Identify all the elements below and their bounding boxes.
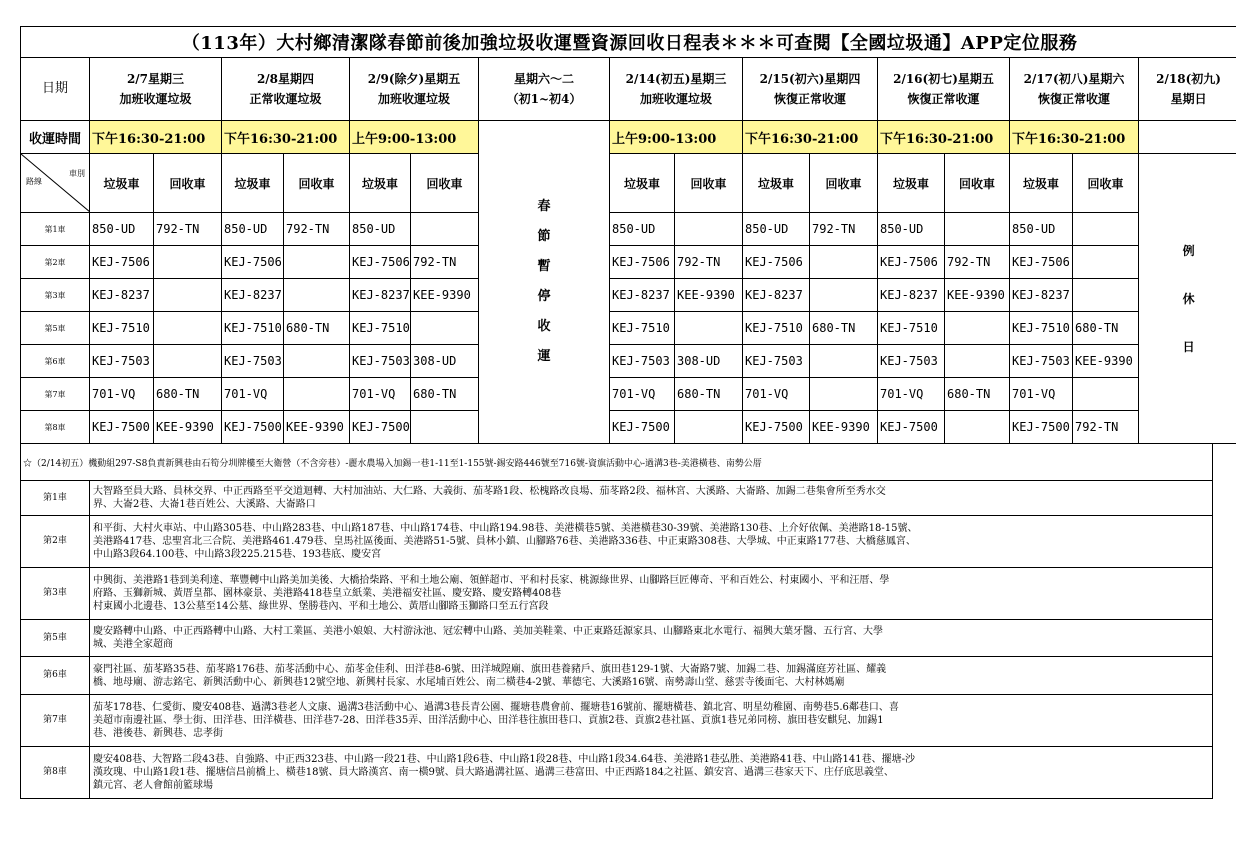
collection-time: 下午16:30-21:00	[90, 121, 222, 154]
recycle-plate	[810, 378, 878, 411]
recycle-plate: 792-TN	[154, 213, 222, 246]
garbage-plate: 850-UD	[90, 213, 154, 246]
route-detail-row	[21, 620, 1213, 657]
recycle-plate	[154, 312, 222, 345]
route-detail-row	[21, 481, 1213, 516]
route-detail-line: 慶安路轉中山路、中正西路轉中山路、大村工業區、美港小娘娘、大村游泳池、冠宏轉中山路、美加美鞋業、中正東路廷源家具、山腳路東北水電行、福興大葉牙醫、五行宮、大學	[93, 626, 883, 637]
garbage-plate: KEJ-7506	[350, 246, 411, 279]
route-row	[21, 213, 1236, 246]
recycle-plate: KEE-9390	[411, 279, 479, 312]
recycle-plate	[1073, 378, 1139, 411]
route-row	[21, 312, 1236, 345]
route-detail-line: 橋、地母廟、游志銘宅、新興活動中心、新興巷12號空地、新興村長家、水尾埔百姓公、南二橫巷4-2號、華德宅、大溪路16號、南勢壽山堂、慈雲寺後面宅、大村林媽廟	[93, 676, 845, 688]
recycle-plate: KEE-9390	[945, 279, 1010, 312]
time-label: 收運時間	[21, 121, 90, 154]
route-detail-line: 鎮元宮、老人會館前籃球場	[93, 780, 213, 791]
garbage-plate: KEJ-8237	[350, 279, 411, 312]
recycle-plate	[945, 312, 1010, 345]
date-text: 2/7星期三	[126, 72, 185, 86]
garbage-plate: KEJ-7503	[350, 345, 411, 378]
recycle-plate	[284, 345, 350, 378]
collection-time: 下午16:30-21:00	[1010, 121, 1139, 154]
recycle-plate: 308-UD	[411, 345, 479, 378]
route-detail-line: 城、美港全家超商	[93, 639, 173, 650]
garbage-plate: KEJ-7500	[878, 411, 945, 444]
recycle-plate: 792-TN	[945, 246, 1010, 279]
route-label: 第2車	[21, 246, 90, 279]
recycle-plate	[411, 213, 479, 246]
recycle-plate: 680-TN	[154, 378, 222, 411]
pause-char: 收	[537, 319, 551, 334]
recycle-truck-label: 回收車	[411, 154, 479, 213]
recycle-plate	[411, 312, 479, 345]
garbage-plate: KEJ-8237	[878, 279, 945, 312]
route-label: 第7車	[21, 378, 90, 411]
route-row	[21, 378, 1236, 411]
garbage-truck-label: 垃圾車	[878, 154, 945, 213]
schedule-type: 恢復正常收運	[907, 92, 980, 106]
date-column-header	[479, 58, 610, 121]
date-column-header	[1010, 58, 1139, 121]
garbage-plate: 701-VQ	[743, 378, 810, 411]
recycle-plate: 792-TN	[675, 246, 743, 279]
recycle-plate	[154, 279, 222, 312]
route-detail-text	[90, 620, 1213, 657]
recycle-plate: KEE-9390	[1073, 345, 1139, 378]
route-label: 第3車	[21, 279, 90, 312]
route-detail-label: 第5車	[21, 620, 90, 657]
date-header-row	[21, 58, 1236, 121]
recycle-plate	[1073, 279, 1139, 312]
garbage-plate: KEJ-7510	[1010, 312, 1073, 345]
garbage-plate: KEJ-7506	[1010, 246, 1073, 279]
recycle-plate: 680-TN	[945, 378, 1010, 411]
special-note: ☆（2/14初五）機動組297-S8負責新興巷由石筍分圳牌樓至大衛營（不含旁巷）-麗水農場入加錫一巷1-11至1-155號-錫安路446號至716號-資旗活動中心-過溝3巷-美港橫巷、南勢公厝	[21, 444, 1213, 481]
recycle-truck-label: 回收車	[675, 154, 743, 213]
recycle-plate: KEE-9390	[284, 411, 350, 444]
note-row	[21, 444, 1213, 481]
recycle-plate	[675, 411, 743, 444]
garbage-truck-label: 垃圾車	[1010, 154, 1073, 213]
pause-char: 運	[537, 349, 551, 364]
garbage-plate: 701-VQ	[90, 378, 154, 411]
garbage-plate: KEJ-7510	[350, 312, 411, 345]
garbage-plate: KEJ-7503	[878, 345, 945, 378]
route-detail-line: 慶安408巷、大智路二段43巷、自強路、中正西323巷、中山路一段21巷、中山路1段6巷、中山路1段28巷、中山路1段34.64巷、美港路1巷弘胜、美港路41巷、中山路141巷、擺塘-沙	[93, 754, 915, 765]
route-detail-label: 第2車	[21, 516, 90, 568]
route-detail-line: 府路、玉獅新城、黃厝皇都、園林豪景、美港路418巷皇立紙業、美港福安社區、慶安路、慶安路轉408巷	[93, 588, 562, 599]
garbage-plate: KEJ-7510	[222, 312, 284, 345]
recycle-plate: 680-TN	[810, 312, 878, 345]
recycle-plate	[154, 345, 222, 378]
recycle-plate: 792-TN	[411, 246, 479, 279]
garbage-plate: 701-VQ	[610, 378, 675, 411]
truck-type-row	[21, 154, 1236, 213]
recycle-plate	[411, 411, 479, 444]
route-detail-line: 美港路417巷、忠聖宮北三合院、美港路461.479巷、皇馬社區後面、美港路51-5號、員林小鎮、山腳路76巷、美港路336巷、中正東路308巷、大學城、中正東路177巷、大橋慈鳳宮、	[93, 536, 916, 547]
route-detail-text	[90, 747, 1213, 799]
collection-time-row	[21, 121, 1236, 154]
route-detail-label: 第3車	[21, 568, 90, 620]
route-detail-line: 中山路3段64.100巷、中山路3段225.215巷、193巷底、慶安宮	[93, 549, 382, 560]
route-detail-label: 第7車	[21, 695, 90, 747]
rest-char: 休	[1182, 291, 1195, 306]
date-column-header	[90, 58, 222, 121]
holiday-pause-cell	[479, 121, 610, 444]
route-detail-label: 第8車	[21, 747, 90, 799]
garbage-plate: KEJ-7510	[90, 312, 154, 345]
route-detail-line: 豪門社區、茄苳路35巷、茄苳路176巷、茄苳活動中心、茄苳金佳利、田洋巷8-6號、田洋城隍廟、旗田巷養豬戶、旗田巷129-1號、大崙路7號、加錫二巷、加錫滿庭芳社區、耀義	[93, 663, 887, 675]
rest-char: 日	[1182, 339, 1195, 354]
collection-time: 下午16:30-21:00	[222, 121, 350, 154]
recycle-plate	[675, 312, 743, 345]
date-text: 2/17(初八)星期六	[1023, 72, 1125, 86]
rest-day-cell	[1139, 154, 1236, 444]
garbage-plate: KEJ-7503	[222, 345, 284, 378]
recycle-truck-label: 回收車	[154, 154, 222, 213]
recycle-plate: 308-UD	[675, 345, 743, 378]
collection-time: 下午16:30-21:00	[743, 121, 878, 154]
garbage-plate: 850-UD	[743, 213, 810, 246]
garbage-plate: 701-VQ	[350, 378, 411, 411]
recycle-truck-label: 回收車	[945, 154, 1010, 213]
garbage-plate: KEJ-7500	[610, 411, 675, 444]
collection-time: 上午9:00-13:00	[350, 121, 479, 154]
date-column-header	[743, 58, 878, 121]
recycle-plate	[1073, 246, 1139, 279]
garbage-plate: KEJ-7503	[1010, 345, 1073, 378]
route-detail-line: 巷、港後巷、新興巷、忠孝街	[93, 728, 223, 739]
garbage-plate: KEJ-7500	[222, 411, 284, 444]
route-detail-line: 茄苳178巷、仁愛街、慶安408巷、過溝3巷老人文康、過溝3巷活動中心、過溝3巷長青公園、擺塘巷農會前、擺塘巷16號前、擺塘橫巷、鎮北宮、明星幼稚園、南勢巷5.6鄰巷口、喜	[93, 702, 899, 713]
recycle-plate: 792-TN	[284, 213, 350, 246]
garbage-plate: KEJ-7500	[90, 411, 154, 444]
recycle-plate: 792-TN	[810, 213, 878, 246]
date-column-header	[1139, 58, 1236, 121]
route-detail-text	[90, 695, 1213, 747]
garbage-plate: KEJ-7503	[610, 345, 675, 378]
route-detail-row	[21, 516, 1213, 568]
garbage-plate: 701-VQ	[222, 378, 284, 411]
recycle-plate: KEE-9390	[675, 279, 743, 312]
garbage-truck-label: 垃圾車	[90, 154, 154, 213]
route-detail-line: 中興街、美港路1巷到美利達、華豐轉中山路美加美後、大橋拾柴路、平和土地公廟、領鮮超市、平和村長家、桃源綠世界、山腳路巨匠傳奇、平和百姓公、村東國小、平和汪厝、學	[93, 575, 890, 586]
recycle-plate	[945, 411, 1010, 444]
date-column-header	[222, 58, 350, 121]
garbage-plate: 701-VQ	[878, 378, 945, 411]
schedule-type: （初1~初4）	[506, 92, 582, 106]
recycle-plate	[945, 213, 1010, 246]
recycle-plate	[1073, 213, 1139, 246]
schedule-type: 加班收運垃圾	[377, 92, 450, 106]
garbage-plate: KEJ-7510	[878, 312, 945, 345]
recycle-plate	[284, 279, 350, 312]
garbage-plate: KEJ-8237	[90, 279, 154, 312]
recycle-plate: 680-TN	[1073, 312, 1139, 345]
schedule-table	[20, 26, 1236, 444]
date-text: 2/16(初七)星期五	[893, 72, 994, 86]
garbage-truck-label: 垃圾車	[350, 154, 411, 213]
recycle-plate	[945, 345, 1010, 378]
recycle-plate	[284, 246, 350, 279]
recycle-plate: KEE-9390	[154, 411, 222, 444]
route-detail-line: 界、大崙2巷、大崙1巷百姓公、大溪路、大崙路口	[93, 499, 316, 510]
garbage-plate: KEJ-7506	[743, 246, 810, 279]
page-title: （113年）大村鄉清潔隊春節前後加強垃圾收運暨資源回收日程表＊＊＊可查閱【全國垃圾通】APP定位服務	[21, 27, 1236, 58]
blank-cell	[1139, 121, 1236, 154]
garbage-plate: KEJ-7506	[878, 246, 945, 279]
route-row	[21, 345, 1236, 378]
pause-char: 暫	[537, 259, 551, 274]
schedule-type: 恢復正常收運	[773, 92, 846, 106]
garbage-plate: KEJ-7503	[743, 345, 810, 378]
route-label: 第6車	[21, 345, 90, 378]
route-detail-label: 第6車	[21, 657, 90, 695]
route-detail-text	[90, 481, 1213, 516]
date-text: 2/14(初五)星期三	[625, 72, 727, 86]
garbage-plate: 701-VQ	[1010, 378, 1073, 411]
garbage-plate: KEJ-8237	[743, 279, 810, 312]
recycle-truck-label: 回收車	[810, 154, 878, 213]
route-row	[21, 279, 1236, 312]
garbage-plate: KEJ-7500	[350, 411, 411, 444]
date-text: 2/18(初九)	[1156, 72, 1221, 86]
schedule-type: 加班收運垃圾	[639, 92, 712, 106]
route-detail-line: 村東國小北邊巷、13公墓至14公墓、綠世界、堡勝巷內、平和土地公、黃厝山腳路玉獅路口至五行宮段	[93, 601, 549, 612]
recycle-plate	[154, 246, 222, 279]
pause-char: 節	[537, 229, 551, 244]
route-detail-table	[20, 443, 1213, 799]
rest-char: 例	[1182, 243, 1195, 258]
garbage-plate: KEJ-7506	[90, 246, 154, 279]
recycle-plate: KEE-9390	[810, 411, 878, 444]
date-label: 日期	[21, 58, 90, 121]
route-detail-line: 漢玫瑰、中山路1段1巷、擺塘信昌前橋上、橫巷18號、員大路漢宮、南一橫9號、員大路過溝社區、過溝三巷富田、中正西路184之社區、鎮安宮、過溝三巷家天下、庄仔底思義堂、	[93, 767, 894, 778]
recycle-truck-label: 回收車	[284, 154, 350, 213]
route-detail-text	[90, 568, 1213, 620]
garbage-truck-label: 垃圾車	[222, 154, 284, 213]
recycle-plate	[810, 345, 878, 378]
garbage-plate: KEJ-7510	[743, 312, 810, 345]
corner-route: 路線	[26, 177, 42, 186]
schedule-sheet	[20, 26, 1221, 799]
corner-vehicle: 車別	[69, 169, 85, 178]
pause-char: 停	[537, 289, 551, 304]
schedule-type: 恢復正常收運	[1037, 92, 1110, 106]
route-detail-line: 和平街、大村火車站、中山路305巷、中山路283巷、中山路187巷、中山路174巷、中山路194.98巷、美港橫巷5號、美港橫巷30-39號、美港路130巷、上介好依佩、美港路18-15號、	[93, 523, 918, 534]
garbage-plate: 850-UD	[222, 213, 284, 246]
recycle-truck-label: 回收車	[1073, 154, 1139, 213]
recycle-plate: 792-TN	[1073, 411, 1139, 444]
garbage-plate: KEJ-7503	[90, 345, 154, 378]
garbage-plate: KEJ-8237	[610, 279, 675, 312]
route-label: 第8車	[21, 411, 90, 444]
collection-time: 上午9:00-13:00	[610, 121, 743, 154]
garbage-plate: KEJ-8237	[222, 279, 284, 312]
date-column-header	[610, 58, 743, 121]
recycle-plate	[284, 378, 350, 411]
route-detail-row	[21, 568, 1213, 620]
garbage-truck-label: 垃圾車	[610, 154, 675, 213]
garbage-plate: KEJ-7500	[743, 411, 810, 444]
garbage-plate: 850-UD	[1010, 213, 1073, 246]
date-text: 2/8星期四	[256, 72, 315, 86]
route-detail-row	[21, 657, 1213, 695]
date-column-header	[350, 58, 479, 121]
recycle-plate: 680-TN	[284, 312, 350, 345]
recycle-plate: 680-TN	[411, 378, 479, 411]
route-detail-text	[90, 516, 1213, 568]
route-label: 第1車	[21, 213, 90, 246]
route-row	[21, 411, 1236, 444]
route-detail-text	[90, 657, 1213, 695]
date-column-header	[878, 58, 1010, 121]
schedule-type: 星期日	[1170, 92, 1207, 106]
pause-char: 春	[537, 199, 551, 214]
date-text: 星期六～二	[513, 72, 574, 86]
date-text: 2/9(除夕)星期五	[367, 72, 461, 86]
garbage-plate: KEJ-7510	[610, 312, 675, 345]
route-detail-line: 美超市南邊社區、學士街、田洋巷、田洋橫巷、田洋巷7-28、田洋巷35弄、田洋活動中心、田洋巷往旗田巷口、貢旗2巷、貢旗2巷社區、貢旗1巷兄弟同榜、旗田巷安麒兒、加錫1	[93, 715, 884, 726]
garbage-plate: KEJ-7506	[610, 246, 675, 279]
recycle-plate	[810, 246, 878, 279]
route-label: 第5車	[21, 312, 90, 345]
route-detail-line: 大智路至員大路、員林交界、中正西路至平交道迴轉、大村加油站、大仁路、大義街、茄苳路1段、松槐路改良場、茄苳路2段、福林宮、大溪路、大崙路、加錫二巷集會所至秀水交	[93, 486, 886, 497]
collection-time: 下午16:30-21:00	[878, 121, 1010, 154]
garbage-plate: KEJ-7500	[1010, 411, 1073, 444]
date-text: 2/15(初六)星期四	[759, 72, 861, 86]
route-vehicle-corner	[21, 154, 90, 213]
recycle-plate	[810, 279, 878, 312]
garbage-plate: 850-UD	[610, 213, 675, 246]
route-detail-label: 第1車	[21, 481, 90, 516]
garbage-plate: 850-UD	[878, 213, 945, 246]
recycle-plate: 680-TN	[675, 378, 743, 411]
garbage-truck-label: 垃圾車	[743, 154, 810, 213]
garbage-plate: KEJ-7506	[222, 246, 284, 279]
recycle-plate	[675, 213, 743, 246]
schedule-type: 正常收運垃圾	[249, 92, 322, 106]
garbage-plate: 850-UD	[350, 213, 411, 246]
route-detail-row	[21, 747, 1213, 799]
garbage-plate: KEJ-8237	[1010, 279, 1073, 312]
schedule-type: 加班收運垃圾	[119, 92, 192, 106]
route-row	[21, 246, 1236, 279]
route-detail-row	[21, 695, 1213, 747]
